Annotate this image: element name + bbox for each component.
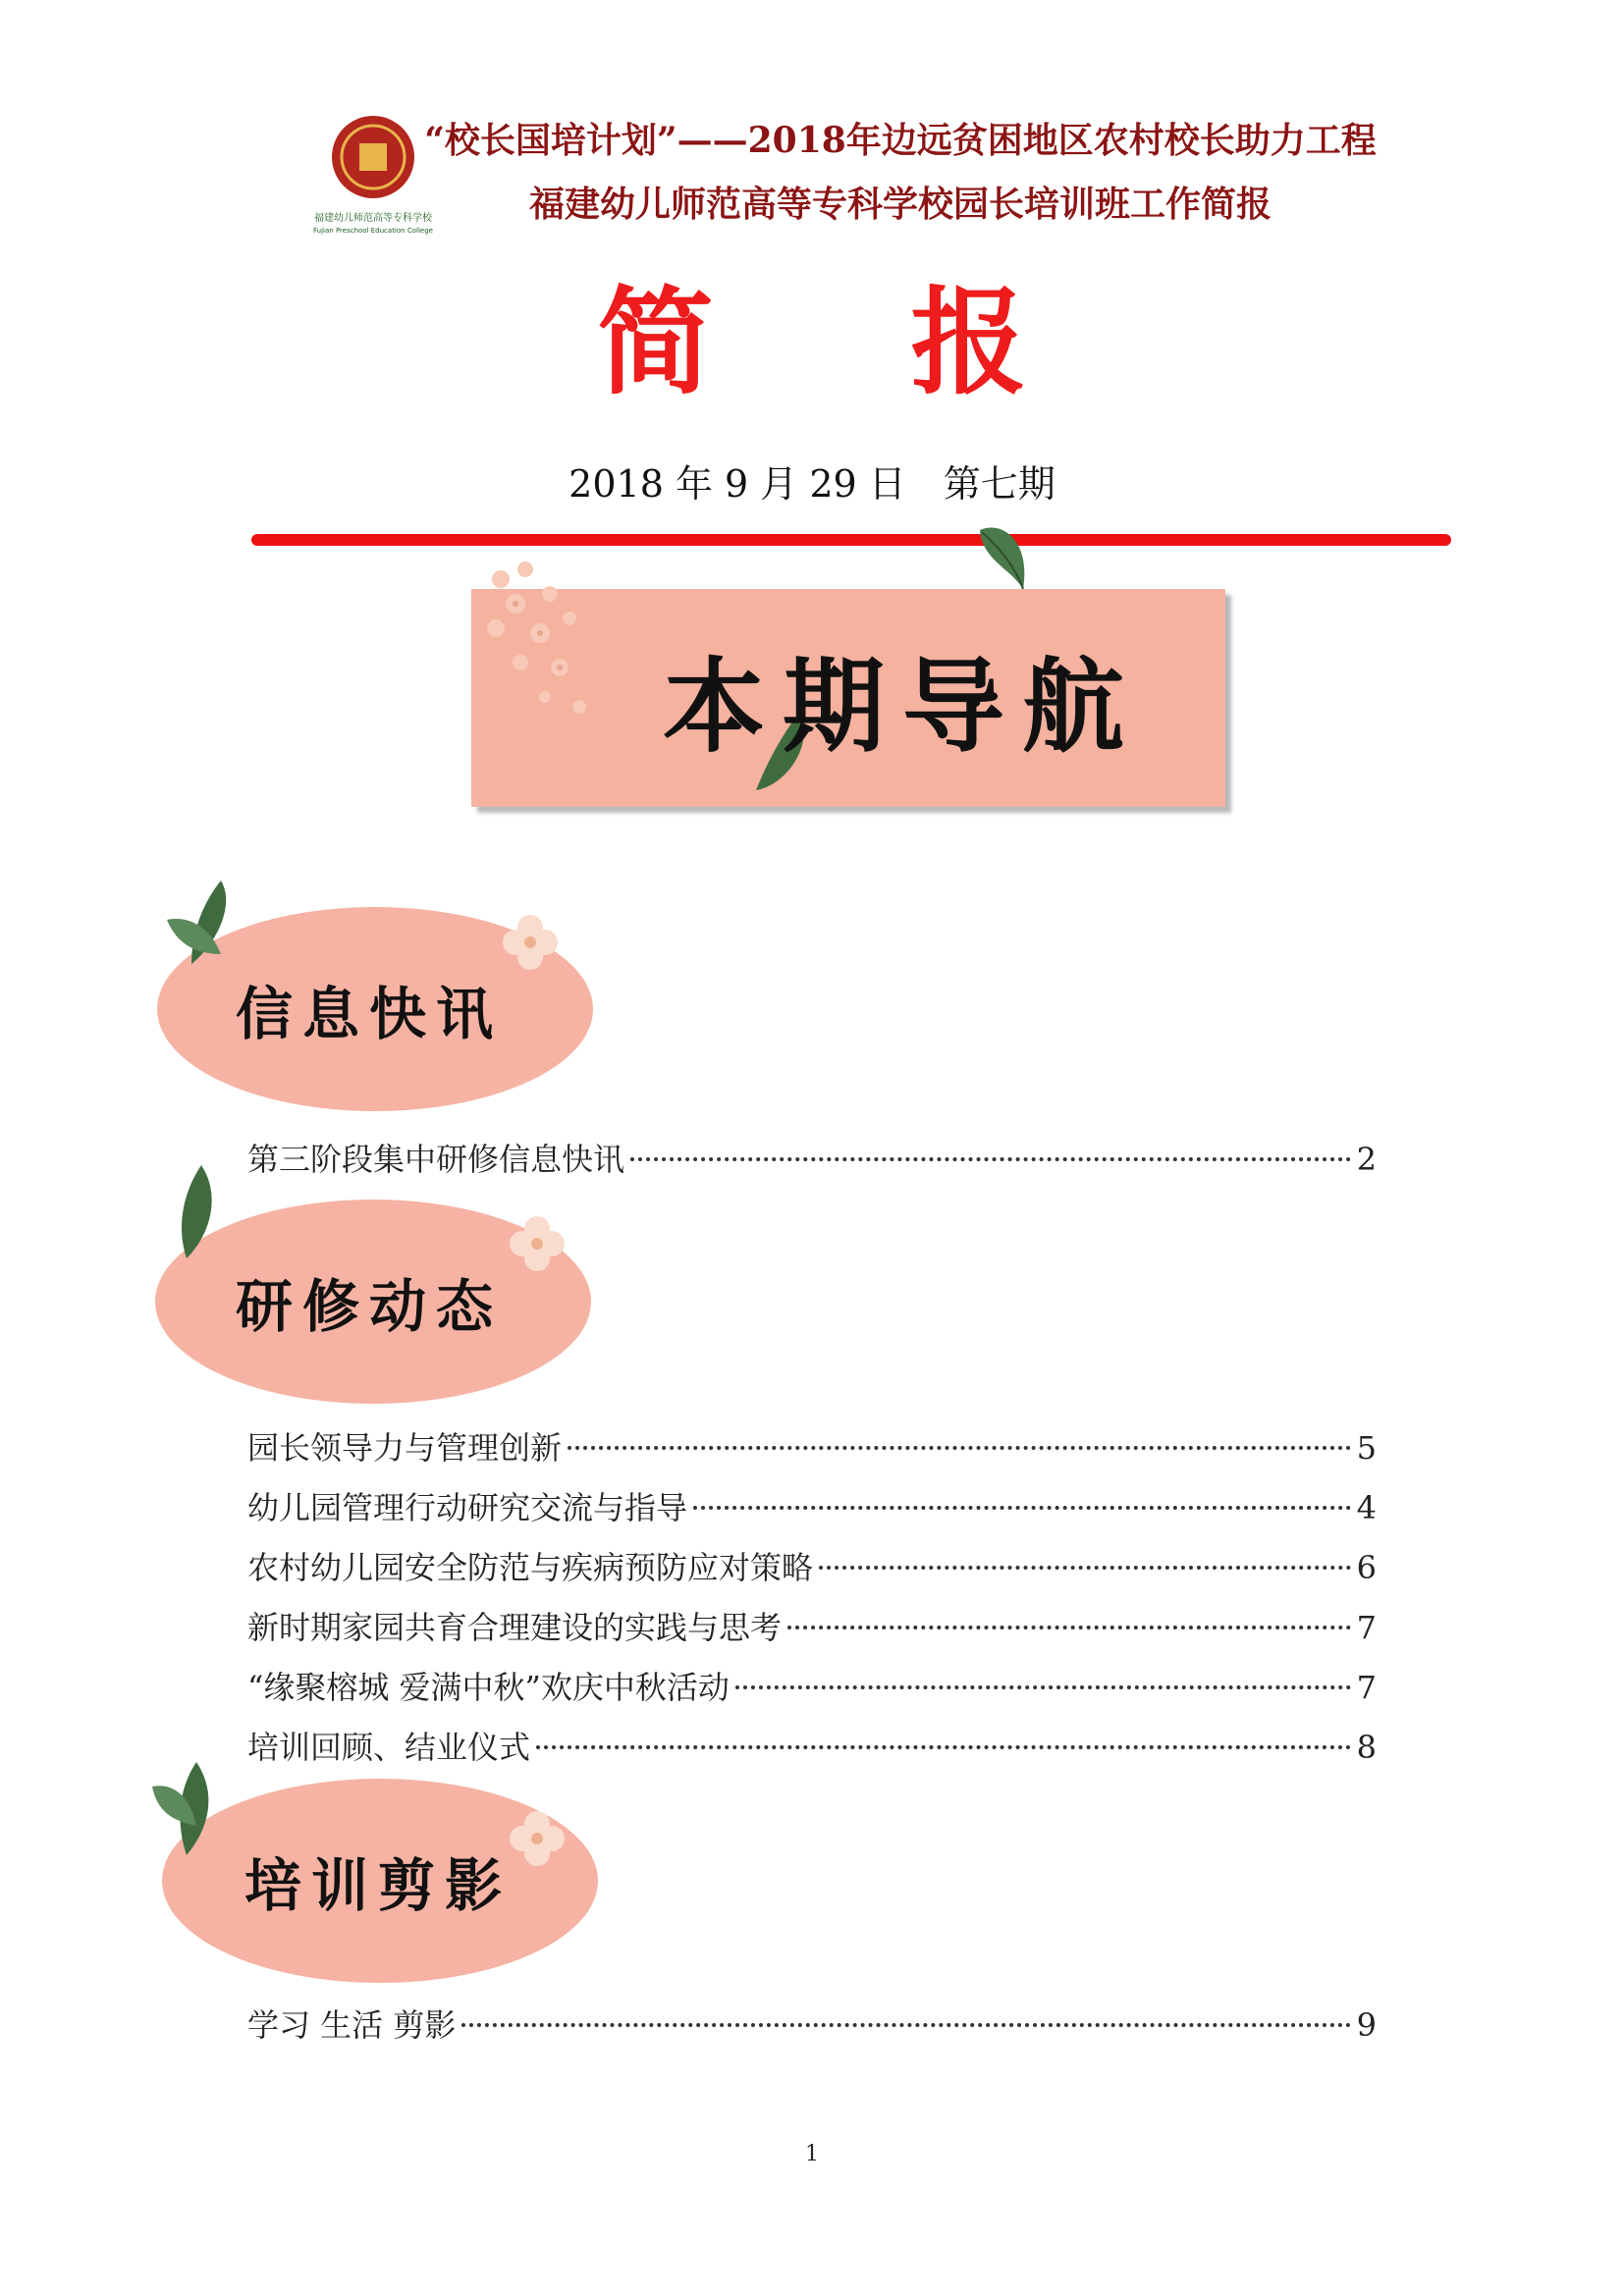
leaf-icon: [972, 520, 1041, 599]
toc-entry-page: 8: [1356, 1729, 1377, 1766]
toc-entry-page: 5: [1356, 1429, 1377, 1467]
toc-entry[interactable]: [247, 2001, 1377, 2044]
toc-entry[interactable]: [247, 1663, 1377, 1706]
toc-entry-page: 2: [1356, 1141, 1377, 1178]
toc-entry-title: 学习 生活 剪影: [247, 2006, 457, 2044]
toc-leader-dots: [819, 1566, 1351, 1570]
toc-entry[interactable]: [247, 1543, 1377, 1586]
toc-entry-page: 7: [1356, 1609, 1377, 1646]
toc-leader-dots: [461, 2023, 1350, 2027]
section-label-photos: 培训剪影: [244, 1852, 513, 1919]
date-issue: 2018 年 9 月 29 日 第七期: [568, 462, 1056, 506]
toc-entry-title: 园长领导力与管理创新: [247, 1429, 563, 1467]
leaf-icon: [162, 876, 241, 984]
toc-entry-page: 4: [1356, 1489, 1377, 1526]
toc-leader-dots: [630, 1157, 1351, 1161]
section-label-news: 信息快讯: [236, 981, 504, 1047]
toc-entry[interactable]: [247, 1483, 1377, 1526]
header-line-2: 福建幼儿师范高等专科学校园长培训班工作简报: [528, 184, 1272, 225]
toc-entry-page: 9: [1356, 2006, 1377, 2044]
toc-entry[interactable]: [247, 1135, 1377, 1178]
toc-leader-dots: [693, 1506, 1351, 1510]
toc-entry-title: “缘聚榕城 爱满中秋”欢庆中秋活动: [247, 1669, 730, 1706]
toc-entry-page: 6: [1356, 1549, 1377, 1586]
toc-leader-dots: [735, 1685, 1351, 1689]
flower-icon: [496, 908, 565, 977]
flower-icon: [503, 1804, 571, 1873]
section-label-dynamics: 研修动态: [236, 1273, 504, 1340]
logo-caption: 福建幼儿师范高等专科学校: [314, 213, 432, 224]
toc-entry-title: 幼儿园管理行动研究交流与指导: [247, 1489, 688, 1526]
toc-entry-title: 新时期家园共育合理建设的实践与思考: [247, 1609, 783, 1646]
flower-icon: [503, 1209, 571, 1278]
toc-entry-title: 第三阶段集中研修信息快讯: [247, 1141, 625, 1178]
leaf-icon: [162, 1160, 231, 1268]
toc-entry[interactable]: [247, 1423, 1377, 1467]
header-line-1: “校长国培计划”——2018年边远贫困地区农村校长助力工程: [424, 120, 1377, 161]
toc-entry[interactable]: [247, 1603, 1377, 1646]
newsletter-title: 简 报: [597, 275, 1106, 410]
toc-entry-title: 培训回顾、结业仪式: [247, 1729, 531, 1766]
nav-title: 本期导航: [662, 647, 1142, 767]
toc-leader-dots: [536, 1745, 1351, 1749]
logo-caption-en: Fujian Preschool Education College: [313, 227, 433, 235]
toc-leader-dots: [568, 1446, 1351, 1450]
toc-entry-page: 7: [1356, 1669, 1377, 1706]
page-number: 1: [805, 2142, 819, 2166]
toc-leader-dots: [787, 1626, 1351, 1629]
red-divider: [251, 534, 1451, 546]
toc-entry[interactable]: [247, 1723, 1377, 1766]
toc-entry-title: 农村幼儿园安全防范与疾病预防应对策略: [247, 1549, 814, 1586]
leaf-icon: [147, 1757, 236, 1865]
